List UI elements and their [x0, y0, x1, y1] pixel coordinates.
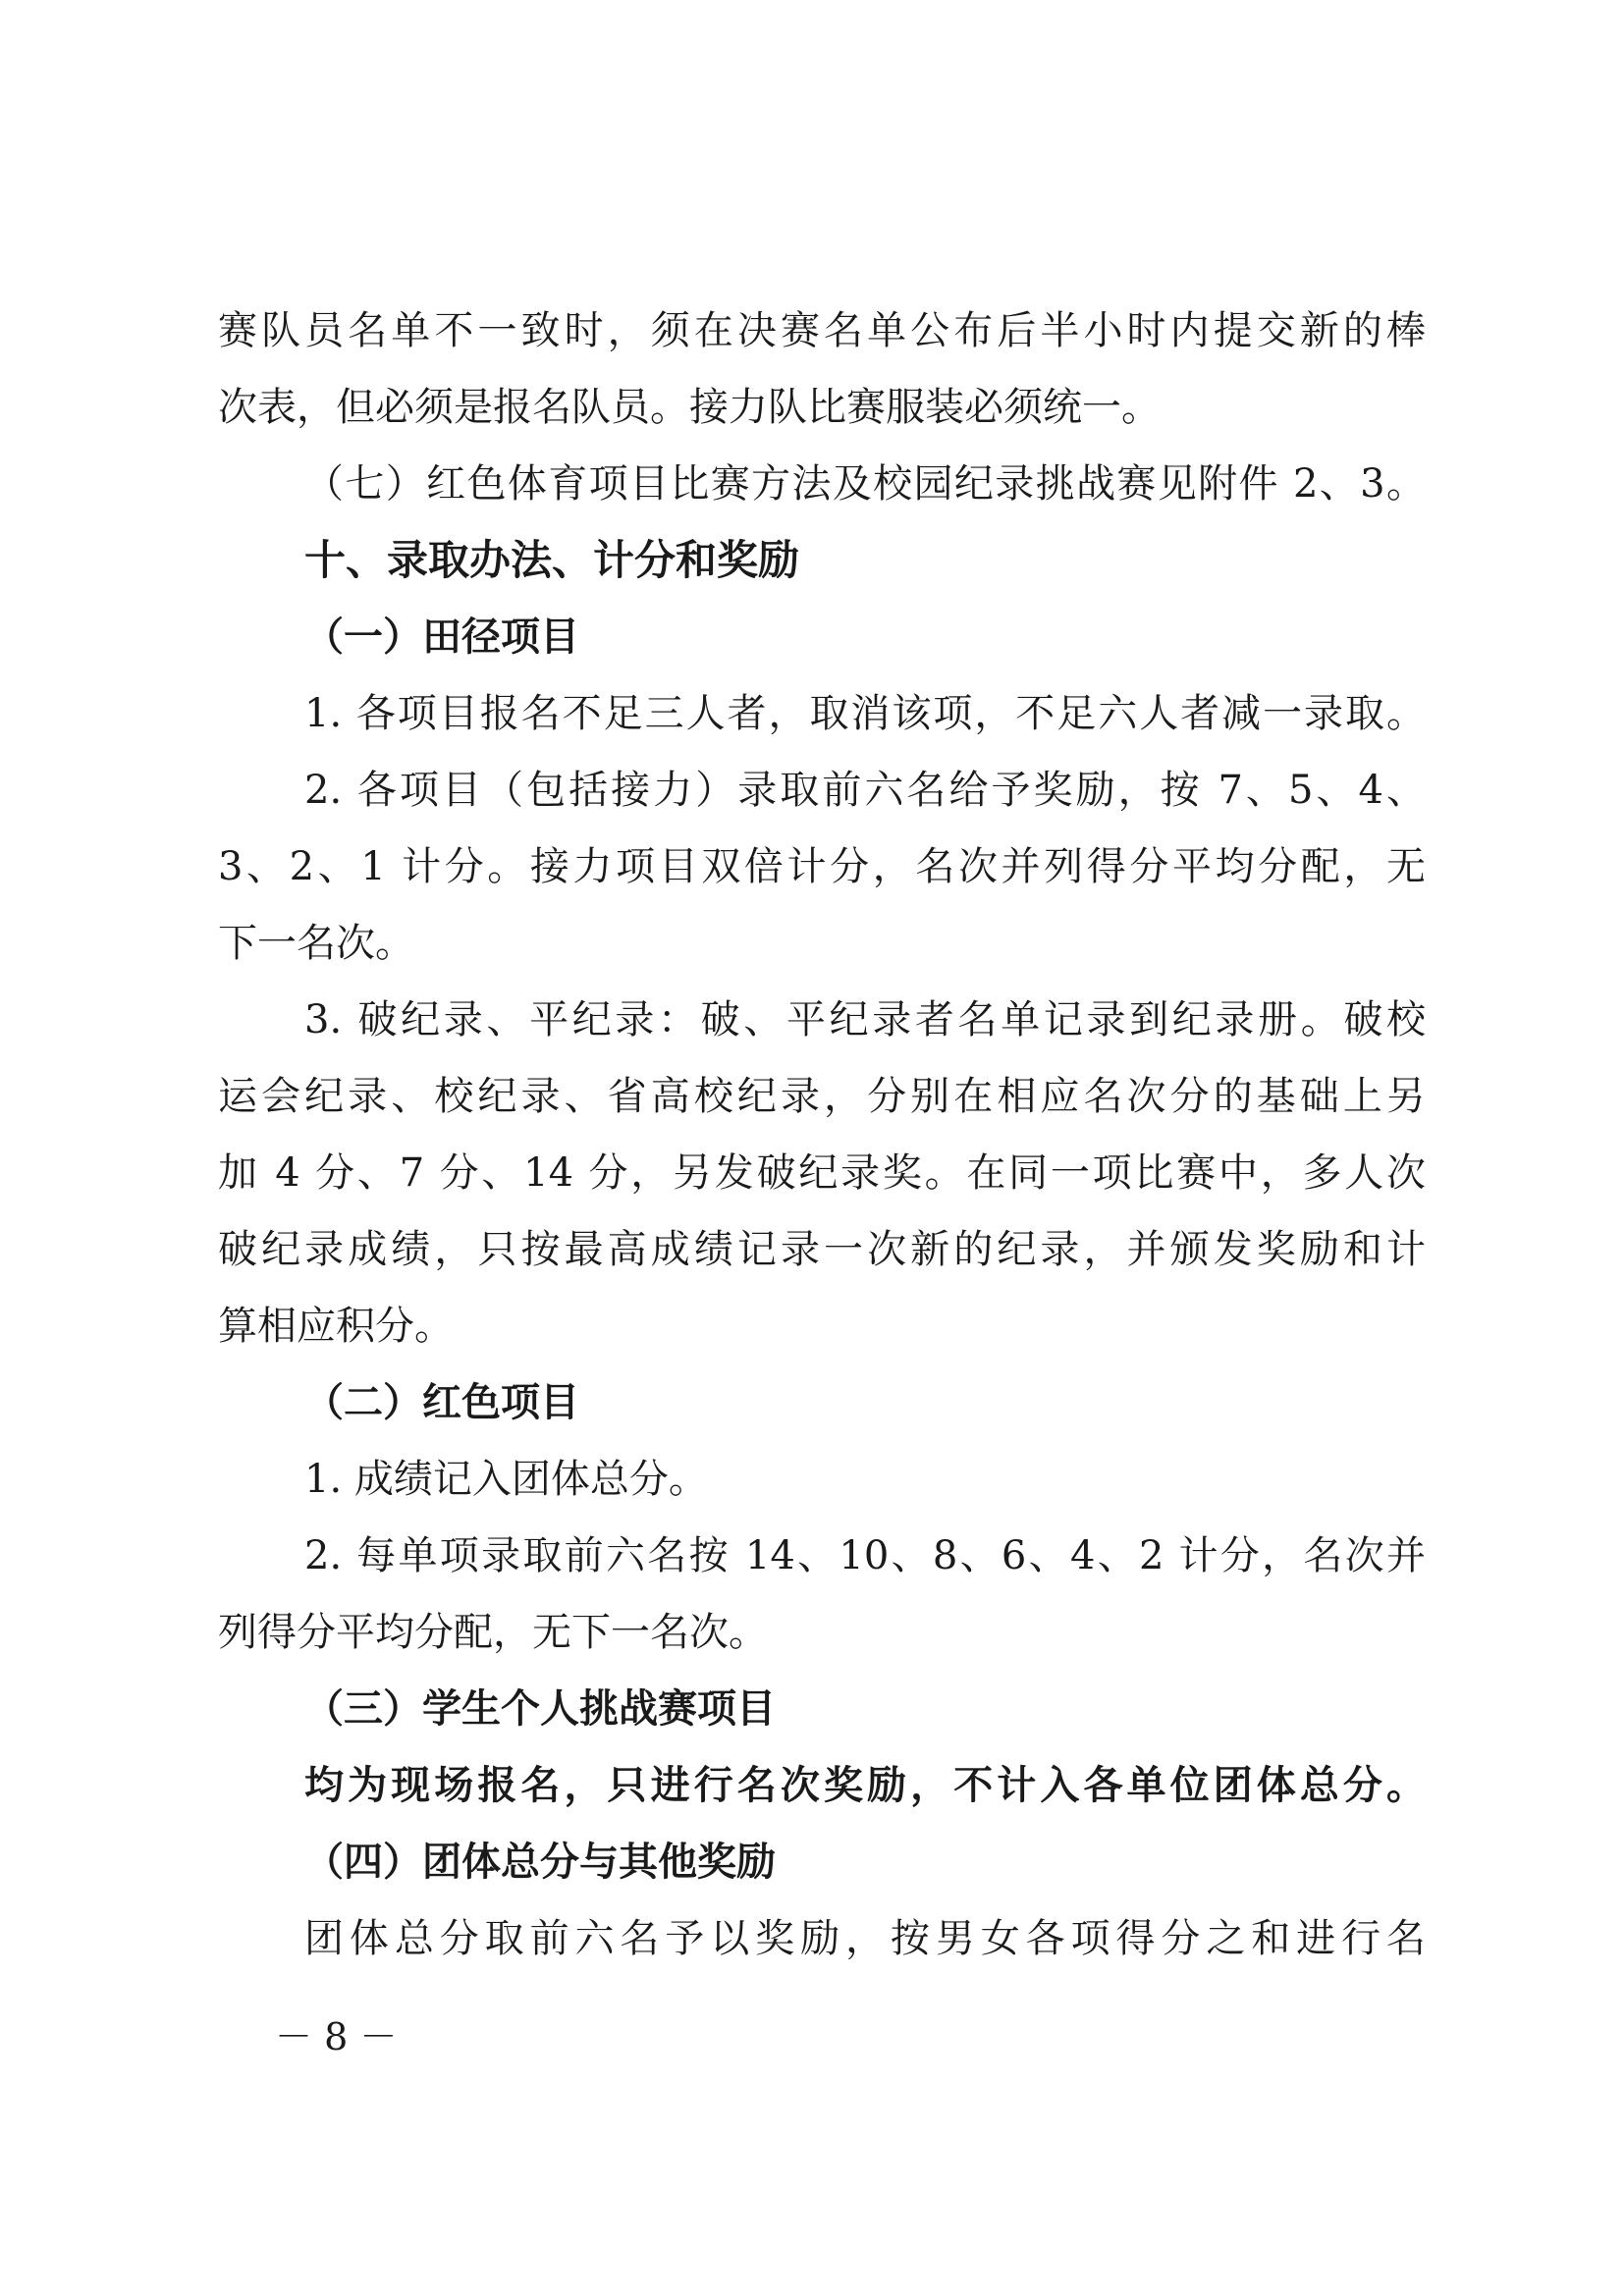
subsection-heading: （四）团体总分与其他奖励 [304, 1839, 776, 1885]
paragraph-line: 2. 每单项录取前六名按 14、10、8、6、4、2 计分，名次并 [304, 1533, 1426, 1578]
subsection-heading: （一）田径项目 [304, 614, 579, 660]
paragraph-line: 2. 各项目（包括接力）录取前六名给予奖励，按 7、5、4、 [304, 768, 1426, 813]
paragraph-line: 3. 破纪录、平纪录：破、平纪录者名单记录到纪录册。破校 [304, 997, 1426, 1042]
paragraph-line: 1. 各项目报名不足三人者，取消该项，不足六人者减一录取。 [304, 691, 1426, 736]
paragraph-line: 团体总分取前六名予以奖励，按男女各项得分之和进行名 [304, 1916, 1426, 1961]
section-heading: 十、录取办法、计分和奖励 [304, 536, 800, 584]
paragraph-line: （七）红色体育项目比赛方法及校园纪录挑战赛见附件 2、3。 [304, 461, 1426, 507]
bold-paragraph-line: 均为现场报名，只进行名次奖励，不计入各单位团体总分。 [304, 1762, 1426, 1808]
paragraph-line: 下一名次。 [218, 921, 414, 966]
paragraph-line: 赛队员名单不一致时，须在决赛名单公布后半小时内提交新的棒 [218, 308, 1426, 353]
paragraph-line: 次表，但必须是报名队员。接力队比赛服装必须统一。 [218, 385, 1161, 430]
paragraph-line: 3、2、1 计分。接力项目双倍计分，名次并列得分平均分配，无 [218, 844, 1426, 889]
subsection-heading: （三）学生个人挑战赛项目 [304, 1685, 776, 1732]
paragraph-line: 加 4 分、7 分、14 分，另发破纪录奖。在同一项比赛中，多人次 [218, 1150, 1426, 1196]
paragraph-line: 1. 成绩记入团体总分。 [304, 1457, 708, 1502]
paragraph-line: 列得分平均分配，无下一名次。 [218, 1610, 768, 1655]
paragraph-line: 算相应积分。 [218, 1304, 454, 1349]
page-number: － 8 － [275, 2015, 398, 2058]
paragraph-line: 运会纪录、校纪录、省高校纪录，分别在相应名次分的基础上另 [218, 1074, 1426, 1119]
subsection-heading: （二）红色项目 [304, 1379, 579, 1425]
paragraph-line: 破纪录成绩，只按最高成绩记录一次新的纪录，并颁发奖励和计 [218, 1227, 1426, 1272]
